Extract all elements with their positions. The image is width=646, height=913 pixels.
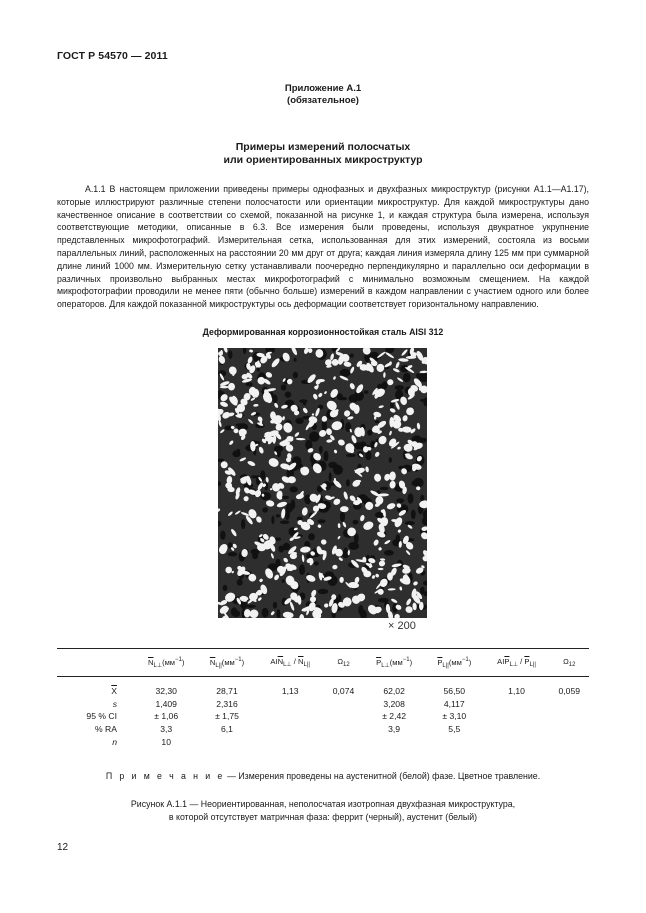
measurement-table	[57, 648, 589, 748]
table-cell	[324, 698, 363, 711]
micrograph-ferrite-grain	[282, 579, 285, 583]
micrograph-austenite-grain	[378, 568, 384, 570]
note-text: — Измерения проведены на аустенитной (белой) фазе. Цветное травление.	[224, 771, 541, 781]
table-cell	[425, 735, 484, 748]
note-label: П р и м е ч а н и е	[105, 771, 225, 781]
micrograph-ferrite-grain	[346, 454, 356, 457]
table-cell	[257, 723, 324, 736]
micrograph-ferrite-grain	[223, 585, 228, 591]
unit-label: (мм	[389, 657, 403, 667]
figure-caption-line1: Рисунок А.1.1 — Неориентированная, неполосчатая изотропная двухфазная микроструктура,	[130, 799, 516, 809]
table-header-row	[57, 649, 589, 677]
table-cell	[257, 710, 324, 723]
micrograph-ferrite-grain	[236, 423, 243, 426]
micrograph-ferrite-grain	[271, 516, 274, 524]
table-header-p-par: $\overline{P}_{L||}(мм^{-1})$	[425, 649, 484, 677]
table-cell	[550, 698, 589, 711]
micrograph-ferrite-grain	[408, 493, 414, 503]
micrograph-ferrite-grain	[308, 533, 315, 540]
table-cell	[550, 710, 589, 723]
table-row	[57, 698, 589, 711]
table-header-omega-2: $\Omega_{12}$	[550, 649, 589, 677]
section-heading	[0, 141, 646, 167]
micrograph-ferrite-grain	[293, 372, 298, 379]
table-cell: 10	[161, 736, 171, 747]
micrograph-ferrite-grain	[295, 418, 303, 424]
micrograph-ferrite-grain	[378, 598, 389, 603]
figure-caption	[0, 798, 646, 824]
micrograph-ferrite-grain	[319, 446, 323, 454]
micrograph-ferrite-grain	[282, 496, 289, 499]
micrograph-ferrite-grain	[411, 510, 416, 520]
table-row-label: % RA	[95, 724, 117, 735]
micrograph-ferrite-grain	[405, 521, 415, 525]
micrograph-ferrite-grain	[413, 478, 423, 488]
micrograph-ferrite-grain	[262, 507, 268, 512]
table-header-n-par: $\overline{N}_{L||}(мм^{-1})$	[197, 649, 256, 677]
micrograph-ferrite-grain	[350, 354, 354, 358]
micrograph-ferrite-grain	[276, 514, 281, 517]
micrograph-ferrite-grain	[220, 531, 225, 540]
table-cell	[484, 710, 550, 723]
micrograph-ferrite-grain	[344, 547, 347, 555]
document-header: ГОСТ Р 54570 — 2011	[57, 50, 168, 62]
micrograph-ferrite-grain	[299, 399, 308, 403]
micrograph-ferrite-grain	[237, 579, 243, 586]
table-cell: 0,059	[558, 686, 581, 697]
annex-heading	[0, 83, 646, 107]
micrograph-ferrite-grain	[329, 472, 332, 481]
table-cell: 2,316	[216, 698, 238, 709]
micrograph-ferrite-grain	[262, 608, 269, 618]
table-row-label: $\overline{X}$	[111, 686, 117, 697]
micrograph-ferrite-grain	[340, 511, 345, 522]
micrograph-ferrite-grain	[290, 486, 298, 492]
table-cell: 6,1	[221, 724, 233, 735]
micrograph-ferrite-grain	[294, 358, 297, 362]
table-row-label: n	[112, 736, 117, 747]
micrograph-ferrite-grain	[228, 552, 238, 556]
table-cell: 32,30	[155, 686, 177, 697]
micrograph-ferrite-grain	[281, 384, 287, 390]
table-cell: 4,117	[443, 698, 465, 709]
micrograph-austenite-grain	[220, 386, 229, 389]
table-header-ai-p: $AI\overline{P}_{L\perp} / \overline{P}_{L||}$	[484, 649, 550, 677]
micrograph-ferrite-grain	[299, 564, 305, 575]
table-cell	[324, 735, 363, 748]
table-cell: 1,13	[281, 686, 299, 697]
micrograph-ferrite-grain	[228, 350, 232, 359]
micrograph-ferrite-grain	[277, 450, 281, 458]
micrograph-ferrite-grain	[346, 479, 350, 486]
micrograph-ferrite-grain	[231, 607, 237, 616]
micrograph-ferrite-grain	[384, 550, 394, 556]
table-row-label: 95 % CI	[86, 711, 117, 722]
table-row	[57, 723, 589, 736]
micrograph-ferrite-grain	[273, 602, 277, 609]
table-cell: 28,71	[216, 686, 238, 697]
table-row	[57, 677, 589, 698]
micrograph-ferrite-grain	[246, 382, 253, 386]
micrograph-ferrite-grain	[395, 385, 404, 390]
micrograph-austenite-grain	[322, 483, 327, 488]
micrograph-ferrite-grain	[375, 420, 380, 423]
table-cell: 3,9	[388, 724, 401, 735]
table-header-n-perp: $\overline{N}_{L\perp}(мм^{-1})$	[135, 649, 197, 677]
table-header-empty	[57, 649, 135, 677]
table-cell: 3,208	[383, 698, 405, 709]
micrograph-ferrite-grain	[285, 391, 291, 397]
micrograph-ferrite-grain	[396, 498, 404, 503]
table-cell	[257, 698, 324, 711]
micrograph-image	[218, 348, 427, 618]
table-row-label: s	[112, 698, 117, 709]
micrograph-ferrite-grain	[275, 537, 282, 541]
micrograph-ferrite-grain	[246, 605, 256, 608]
micrograph-ferrite-grain	[353, 520, 359, 525]
micrograph-ferrite-grain	[348, 542, 359, 550]
table-cell: ± 1,06	[154, 711, 179, 722]
table-cell: 1,409	[155, 698, 177, 709]
table-cell: ± 3,10	[442, 711, 467, 722]
unit-label: (мм	[448, 657, 462, 667]
table-cell	[257, 735, 324, 748]
micrograph-ferrite-grain	[314, 561, 319, 565]
table-header-p-perp: $\overline{P}_{L\perp}(мм^{-1})$	[363, 649, 425, 677]
table-row	[57, 735, 589, 748]
table-cell	[550, 723, 589, 736]
table-cell: ± 2,42	[382, 711, 407, 722]
micrograph-texture	[218, 348, 427, 618]
micrograph-ferrite-grain	[318, 589, 328, 594]
micrograph-ferrite-grain	[364, 390, 369, 393]
micrograph-ferrite-grain	[367, 430, 372, 436]
micrograph-ferrite-grain	[257, 367, 260, 372]
micrograph-ferrite-grain	[420, 587, 425, 595]
table-row	[57, 710, 589, 723]
table-cell: 56,50	[443, 686, 466, 697]
micrograph-ferrite-grain	[389, 457, 392, 463]
table-cell	[363, 735, 425, 748]
micrograph-ferrite-grain	[286, 503, 293, 513]
micrograph-ferrite-grain	[324, 451, 329, 462]
figure-note	[0, 771, 646, 781]
figure-title: Деформированная коррозионностойкая сталь AISI 312	[202, 327, 444, 337]
table-cell	[484, 723, 550, 736]
body-paragraph: А.1.1 В настоящем приложении приведены примеры однофазных и двухфазных микроструктур (рисунки А1.1—А1.17), которые иллюстрируют различные степени полосчатости или ориентации микроструктур. Для каждой микроструктуры дано качественное описание в соответствии со схемой, показанной на рисунке 1, и каждая структура была измерена, используя соответствующие методики, описанные в 6.3. Все измерения были проведены, используя двукратное укрупнение представленных микрофотографий. Измерительная сетка, использованная для этих измерений, состояла из восьми параллельных линий, расположенных на расстоянии 20 мм друг от друга; каждая линия измеряла длину 125 мм при суммарной длине линий 1000 мм. Измерительную сетку устанавливали поочередно перпендикулярно и параллельно оси деформации в различных произвольно выбранных местах микрофотографий с минимально возможным смещением. На каждой микрофотографии проводили не менее пяти (обычно больше) измерений в каждом направлении с участием одного или более операторов. Для каждой показанной микроструктуры ось деформации соответствует горизонтальному направлению.	[57, 184, 589, 310]
micrograph-ferrite-grain	[333, 465, 343, 475]
micrograph-ferrite-grain	[380, 487, 389, 490]
micrograph-ferrite-grain	[358, 605, 363, 615]
micrograph-ferrite-grain	[396, 534, 401, 542]
table-cell: 1,10	[508, 686, 525, 697]
table-header-omega-1: $\Omega_{12}$	[324, 649, 363, 677]
micrograph-ferrite-grain	[276, 609, 280, 618]
section-title-line1: Примеры измерений полосчатых	[235, 141, 411, 153]
table-cell	[550, 735, 589, 748]
annex-title: Приложение А.1	[284, 83, 362, 94]
table-header-ai-n: $AI\overline{N}_{L\perp} / \overline{N}_{L||}$	[257, 649, 324, 677]
table-cell	[484, 735, 550, 748]
table-cell	[324, 723, 363, 736]
micrograph-ferrite-grain	[278, 546, 284, 553]
section-title-line2: или ориентированных микроструктур	[223, 154, 423, 166]
table-cell: 5,5	[448, 724, 461, 735]
magnification-label: × 200	[388, 620, 416, 632]
micrograph-ferrite-grain	[403, 373, 411, 383]
table-cell: ± 1,75	[215, 711, 239, 722]
micrograph-ferrite-grain	[236, 449, 240, 454]
micrograph-ferrite-grain	[309, 432, 319, 442]
table-cell	[484, 698, 550, 711]
table-cell	[324, 710, 363, 723]
micrograph-ferrite-grain	[317, 519, 325, 523]
micrograph-ferrite-grain	[340, 369, 351, 377]
micrograph-ferrite-grain	[240, 601, 247, 609]
table-cell: 62,02	[383, 686, 405, 697]
annex-status: (обязательное)	[287, 95, 359, 106]
micrograph-ferrite-grain	[241, 519, 245, 529]
micrograph-ferrite-grain	[273, 394, 278, 403]
unit-label: (мм	[162, 657, 176, 667]
table-cell: 0,074	[332, 686, 355, 697]
micrograph-ferrite-grain	[377, 384, 385, 389]
table-cell: 3,3	[160, 724, 173, 735]
micrograph-ferrite-grain	[337, 393, 343, 400]
table-cell	[197, 735, 256, 748]
page-number: 12	[57, 842, 69, 853]
micrograph-ferrite-grain	[280, 520, 289, 524]
unit-label: (мм	[221, 657, 235, 667]
body-text	[57, 183, 589, 311]
figure-caption-line2: в которой отсутствует матричная фаза: феррит (черный), аустенит (белый)	[168, 812, 478, 822]
micrograph-ferrite-grain	[251, 475, 257, 478]
